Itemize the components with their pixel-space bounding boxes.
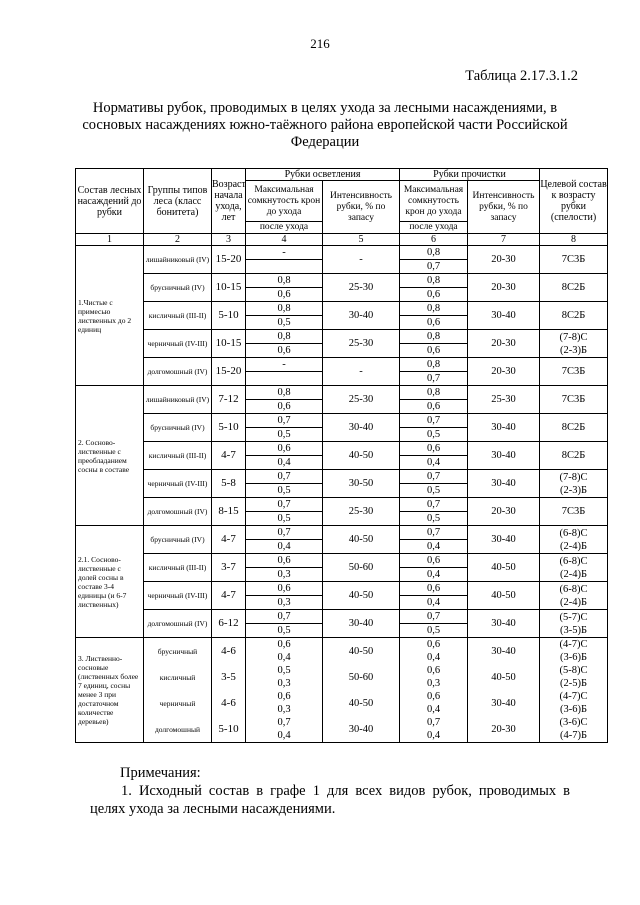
document-title: Нормативы рубок, проводимых в целях ухода за лесными насаждениями, в сосновых насаждениях южно-таёжного района европейской части Российской Федерации: [82, 100, 568, 150]
thin-closure-value: 0,8: [426, 359, 441, 370]
target-value: 7С3Б: [561, 506, 586, 517]
light-closure: [246, 470, 323, 498]
light-closure: [246, 690, 323, 716]
light-closure-value: 0,6: [246, 287, 322, 301]
group-label: 3. Лиственно-сосновые (лиственных более 7 единиц, сосны менее 3 при достаточном количестве деревьев): [76, 638, 144, 743]
target-value: (3-6)С: [559, 717, 588, 728]
thin-closure-value: 0,8: [426, 247, 441, 258]
light-closure-value: 0,7: [277, 415, 291, 426]
table-row: [76, 638, 608, 665]
target-value: (3-6)Б: [560, 652, 588, 663]
target-composition: [540, 414, 608, 442]
light-closure-value: 0,3: [277, 678, 291, 689]
target-value: (7-8)С: [559, 471, 588, 483]
target-value: (4-7)С: [559, 691, 588, 702]
thin-intensity: 30-40: [468, 302, 540, 330]
light-closure-value: -: [282, 247, 286, 258]
care-start-age: 5-10: [212, 414, 246, 442]
thin-closure-value: 0,4: [400, 455, 467, 469]
column-number: 7: [468, 234, 540, 246]
thin-closure: [400, 414, 468, 442]
table-row: [76, 498, 608, 526]
thin-closure-value: 0,6: [426, 665, 441, 676]
target-value: (6-8)С: [559, 555, 588, 567]
table-row: [76, 414, 608, 442]
header-age: Возраст начала ухода, лет: [212, 169, 246, 234]
table-row: [76, 442, 608, 470]
thin-closure-value: 0,7: [400, 259, 467, 273]
forest-type: черничный (IV-III): [144, 330, 212, 358]
header-lightening-cuts: Рубки осветления: [246, 169, 400, 181]
thin-closure: [400, 716, 468, 743]
light-closure-value: 0,4: [246, 539, 322, 553]
thin-closure-value: 0,4: [426, 730, 441, 741]
header-after-care-thin: после ухода: [400, 222, 468, 234]
table-row: [76, 554, 608, 582]
light-closure-value: 0,5: [246, 483, 322, 497]
forest-type: долгомошный (IV): [144, 610, 212, 638]
thin-closure-value: 0,6: [426, 691, 441, 702]
light-intensity: 30-50: [323, 470, 400, 498]
group-label: 2. Сосново-лиственные с преобладанием сосны в составе: [76, 386, 144, 526]
target-composition: [540, 554, 608, 582]
target-value: (6-8)С: [559, 583, 588, 595]
light-intensity: 25-30: [323, 330, 400, 358]
thin-closure: [400, 582, 468, 610]
thin-intensity: 40-50: [468, 664, 540, 690]
light-intensity: 25-30: [323, 498, 400, 526]
thin-closure-value: 0,6: [400, 399, 467, 413]
light-closure: [246, 302, 323, 330]
thin-closure-value: 0,8: [426, 275, 441, 286]
thin-closure-value: 0,8: [426, 331, 441, 342]
header-thinning-cuts: Рубки прочистки: [400, 169, 540, 181]
target-value: (4-7)Б: [560, 730, 588, 741]
light-closure-value: 0,3: [277, 704, 291, 715]
forest-type: брусничный: [144, 638, 212, 665]
care-start-age: 4-7: [212, 526, 246, 554]
thin-closure: [400, 386, 468, 414]
thin-closure-value: 0,5: [400, 623, 467, 637]
care-start-age: 5-10: [212, 716, 246, 743]
table-row: [76, 690, 608, 716]
forest-type: долгомошный (IV): [144, 498, 212, 526]
forest-type: долгомошный: [144, 716, 212, 743]
light-intensity: -: [323, 358, 400, 386]
target-composition: [540, 274, 608, 302]
care-start-age: 3-7: [212, 554, 246, 582]
target-value: 7С3Б: [561, 394, 586, 405]
light-closure: [246, 638, 323, 665]
thin-closure: [400, 690, 468, 716]
thin-closure: [400, 526, 468, 554]
column-number: 2: [144, 234, 212, 246]
forest-type: брусничный (IV): [144, 414, 212, 442]
thin-closure-value: 0,6: [400, 287, 467, 301]
light-closure-value: 0,8: [277, 275, 291, 286]
target-composition: [540, 302, 608, 330]
thin-closure-value: 0,5: [400, 483, 467, 497]
thin-closure-value: 0,7: [426, 611, 441, 622]
light-closure-value: 0,4: [246, 455, 322, 469]
table-row: [76, 610, 608, 638]
thin-intensity: 20-30: [468, 246, 540, 274]
table-row: [76, 664, 608, 690]
thin-closure-value: 0,3: [426, 678, 441, 689]
light-closure-value: 0,6: [277, 691, 291, 702]
thin-intensity: 40-50: [468, 554, 540, 582]
light-closure-value: 0,8: [277, 303, 291, 314]
header-target-composition: Целевой состав к возрасту рубки (спелости): [540, 169, 608, 234]
light-closure: [246, 386, 323, 414]
thin-intensity: 30-40: [468, 442, 540, 470]
norms-table: [75, 168, 608, 743]
column-number: 3: [212, 234, 246, 246]
target-value: (2-3)Б: [560, 344, 588, 356]
target-value: 8С2Б: [561, 422, 586, 433]
light-intensity: 30-40: [323, 302, 400, 330]
thin-closure-value: 0,7: [426, 499, 441, 510]
thin-closure: [400, 330, 468, 358]
forest-type: кисличный (III-II): [144, 442, 212, 470]
light-intensity: 40-50: [323, 638, 400, 665]
table-row: [76, 526, 608, 554]
light-closure: [246, 610, 323, 638]
target-value: (2-4)Б: [560, 540, 588, 552]
thin-closure: [400, 498, 468, 526]
target-composition: [540, 526, 608, 554]
thin-intensity: 20-30: [468, 498, 540, 526]
thin-intensity: 30-40: [468, 638, 540, 665]
column-number: 6: [400, 234, 468, 246]
forest-type: лишайниковый (IV): [144, 386, 212, 414]
thin-closure-value: 0,6: [426, 639, 441, 650]
care-start-age: 7-12: [212, 386, 246, 414]
thin-closure: [400, 246, 468, 274]
target-composition: [540, 358, 608, 386]
light-closure-value: [246, 371, 322, 385]
target-value: 7С3Б: [561, 254, 586, 265]
thin-closure: [400, 664, 468, 690]
care-start-age: 5-8: [212, 470, 246, 498]
thin-closure-value: 0,8: [426, 387, 441, 398]
target-composition: [540, 690, 608, 716]
light-closure: [246, 358, 323, 386]
light-intensity: 50-60: [323, 554, 400, 582]
table-number: Таблица 2.17.3.1.2: [465, 68, 578, 84]
table-body: [76, 246, 608, 743]
table-row: [76, 716, 608, 743]
group-label: 2.1. Сосново-лиственные с долей сосны в составе 3-4 единицы (и 6-7 лиственных): [76, 526, 144, 638]
thin-closure: [400, 302, 468, 330]
light-closure-value: -: [282, 359, 286, 370]
header-intensity-thin: Интенсивность рубки, % по запасу: [468, 181, 540, 234]
care-start-age: 10-15: [212, 330, 246, 358]
light-closure: [246, 442, 323, 470]
thin-closure-value: 0,6: [426, 583, 441, 594]
thin-closure-value: 0,4: [400, 539, 467, 553]
light-closure: [246, 414, 323, 442]
header-composition: Состав лесных насаждений до рубки: [76, 169, 144, 234]
note-item: 1. Исходный состав в графе 1 для всех видов рубок, проводимых в целях ухода за лесными насаждениями.: [90, 783, 570, 817]
target-composition: [540, 610, 608, 638]
light-closure-value: 0,6: [277, 583, 291, 594]
light-closure-value: 0,6: [277, 555, 291, 566]
light-intensity: 30-40: [323, 716, 400, 743]
light-closure-value: 0,8: [277, 387, 291, 398]
thin-intensity: 30-40: [468, 470, 540, 498]
light-closure-value: 0,7: [277, 471, 291, 482]
thin-intensity: 30-40: [468, 610, 540, 638]
target-value: (3-5)Б: [560, 624, 588, 636]
light-closure-value: [246, 259, 322, 273]
thin-closure-value: 0,7: [400, 371, 467, 385]
light-closure-value: 0,5: [246, 427, 322, 441]
thin-closure-value: 0,7: [426, 415, 441, 426]
target-composition: [540, 470, 608, 498]
light-closure-value: 0,6: [277, 639, 291, 650]
forest-type: кисличный (III-II): [144, 302, 212, 330]
thin-intensity: 20-30: [468, 274, 540, 302]
light-closure-value: 0,7: [277, 717, 291, 728]
target-value: (5-8)С: [559, 665, 588, 676]
thin-closure-value: 0,4: [426, 652, 441, 663]
thin-intensity: 25-30: [468, 386, 540, 414]
light-closure-value: 0,6: [246, 399, 322, 413]
light-closure: [246, 274, 323, 302]
care-start-age: 6-12: [212, 610, 246, 638]
header-row-groups: [76, 169, 608, 181]
care-start-age: 10-15: [212, 274, 246, 302]
thin-closure-value: 0,7: [426, 527, 441, 538]
light-intensity: 40-50: [323, 526, 400, 554]
light-closure-value: 0,6: [277, 443, 291, 454]
thin-closure-value: 0,7: [426, 471, 441, 482]
care-start-age: 4-7: [212, 582, 246, 610]
target-value: 8С2Б: [561, 282, 586, 293]
header-intensity-light: Интенсивность рубки, % по запасу: [323, 181, 400, 234]
target-value: (2-5)Б: [560, 678, 588, 689]
thin-closure-value: 0,5: [400, 427, 467, 441]
target-value: (2-4)Б: [560, 568, 588, 580]
light-closure-value: 0,3: [246, 567, 322, 581]
thin-closure-value: 0,6: [426, 555, 441, 566]
care-start-age: 4-6: [212, 690, 246, 716]
notes-heading: Примечания:: [120, 765, 201, 781]
thin-closure: [400, 638, 468, 665]
light-closure-value: 0,4: [277, 652, 291, 663]
column-number: 5: [323, 234, 400, 246]
light-closure-value: 0,7: [277, 499, 291, 510]
light-closure-value: 0,5: [246, 315, 322, 329]
thin-closure-value: 0,7: [426, 717, 441, 728]
light-closure-value: 0,5: [277, 665, 291, 676]
care-start-age: 4-7: [212, 442, 246, 470]
thin-closure: [400, 358, 468, 386]
thin-closure-value: 0,6: [400, 315, 467, 329]
thin-closure-value: 0,4: [426, 704, 441, 715]
forest-type: черничный (IV-III): [144, 582, 212, 610]
forest-type: лишайниковый (IV): [144, 246, 212, 274]
target-composition: [540, 664, 608, 690]
column-number: 8: [540, 234, 608, 246]
thin-closure-value: 0,4: [400, 567, 467, 581]
column-number: 1: [76, 234, 144, 246]
thin-closure: [400, 610, 468, 638]
target-composition: [540, 638, 608, 665]
forest-type: черничный: [144, 690, 212, 716]
forest-type: брусничный (IV): [144, 274, 212, 302]
target-value: (5-7)С: [559, 611, 588, 623]
target-value: (2-3)Б: [560, 484, 588, 496]
target-composition: [540, 442, 608, 470]
care-start-age: 15-20: [212, 246, 246, 274]
care-start-age: 15-20: [212, 358, 246, 386]
thin-intensity: 20-30: [468, 716, 540, 743]
thin-closure-value: 0,8: [426, 303, 441, 314]
target-composition: [540, 330, 608, 358]
forest-type: кисличный: [144, 664, 212, 690]
light-closure: [246, 526, 323, 554]
light-closure: [246, 330, 323, 358]
light-closure-value: 0,7: [277, 611, 291, 622]
light-intensity: 25-30: [323, 274, 400, 302]
light-intensity: 40-50: [323, 690, 400, 716]
target-composition: [540, 582, 608, 610]
page-number: 216: [310, 36, 330, 51]
target-value: (2-4)Б: [560, 596, 588, 608]
target-composition: [540, 246, 608, 274]
thin-intensity: 40-50: [468, 582, 540, 610]
light-intensity: 50-60: [323, 664, 400, 690]
thin-closure: [400, 442, 468, 470]
thin-closure: [400, 274, 468, 302]
care-start-age: 5-10: [212, 302, 246, 330]
target-value: 8С2Б: [561, 450, 586, 461]
header-after-care-light: после ухода: [246, 222, 323, 234]
light-intensity: 30-40: [323, 610, 400, 638]
group-label: 1.Чистые с примесью лиственных до 2 единиц: [76, 246, 144, 386]
thin-closure: [400, 470, 468, 498]
thin-intensity: 30-40: [468, 690, 540, 716]
light-closure-value: 0,3: [246, 595, 322, 609]
light-intensity: 40-50: [323, 442, 400, 470]
target-value: 7С3Б: [561, 366, 586, 377]
light-closure: [246, 664, 323, 690]
column-number: 4: [246, 234, 323, 246]
light-closure-value: 0,7: [277, 527, 291, 538]
light-closure: [246, 582, 323, 610]
light-intensity: 25-30: [323, 386, 400, 414]
target-value: (7-8)С: [559, 331, 588, 343]
light-closure-value: 0,5: [246, 511, 322, 525]
thin-closure: [400, 554, 468, 582]
target-composition: [540, 716, 608, 743]
column-numbers-row: [76, 234, 608, 246]
target-composition: [540, 386, 608, 414]
light-closure-value: 0,4: [277, 730, 291, 741]
forest-type: брусничный (IV): [144, 526, 212, 554]
thin-intensity: 30-40: [468, 526, 540, 554]
header-max-closure-light: Максимальная сомкнутость крон до ухода: [246, 181, 323, 222]
table-row: [76, 274, 608, 302]
target-value: (6-8)С: [559, 527, 588, 539]
table-row: [76, 302, 608, 330]
light-closure: [246, 554, 323, 582]
light-intensity: 30-40: [323, 414, 400, 442]
forest-type: черничный (IV-III): [144, 470, 212, 498]
table-row: [76, 358, 608, 386]
thin-intensity: 30-40: [468, 414, 540, 442]
header-max-closure-thin: Максимальная сомкнутость крон до ухода: [400, 181, 468, 222]
light-intensity: 40-50: [323, 582, 400, 610]
light-closure-value: 0,6: [246, 343, 322, 357]
forest-type: долгомошный (IV): [144, 358, 212, 386]
thin-intensity: 20-30: [468, 330, 540, 358]
care-start-age: 4-6: [212, 638, 246, 665]
thin-closure-value: 0,6: [400, 343, 467, 357]
table-row: [76, 386, 608, 414]
table-row: [76, 330, 608, 358]
target-value: (3-6)Б: [560, 704, 588, 715]
thin-intensity: 20-30: [468, 358, 540, 386]
thin-closure-value: 0,4: [400, 595, 467, 609]
light-closure: [246, 246, 323, 274]
care-start-age: 3-5: [212, 664, 246, 690]
target-value: (4-7)С: [559, 639, 588, 650]
care-start-age: 8-15: [212, 498, 246, 526]
light-closure: [246, 716, 323, 743]
target-composition: [540, 498, 608, 526]
thin-closure-value: 0,6: [426, 443, 441, 454]
header-forest-type: Группы типов леса (класс бонитета): [144, 169, 212, 234]
light-closure: [246, 498, 323, 526]
table-row: [76, 582, 608, 610]
forest-type: кисличный (III-II): [144, 554, 212, 582]
table-row: [76, 470, 608, 498]
light-closure-value: 0,5: [246, 623, 322, 637]
light-intensity: -: [323, 246, 400, 274]
thin-closure-value: 0,5: [400, 511, 467, 525]
table-row: [76, 246, 608, 274]
light-closure-value: 0,8: [277, 331, 291, 342]
target-value: 8С2Б: [561, 310, 586, 321]
